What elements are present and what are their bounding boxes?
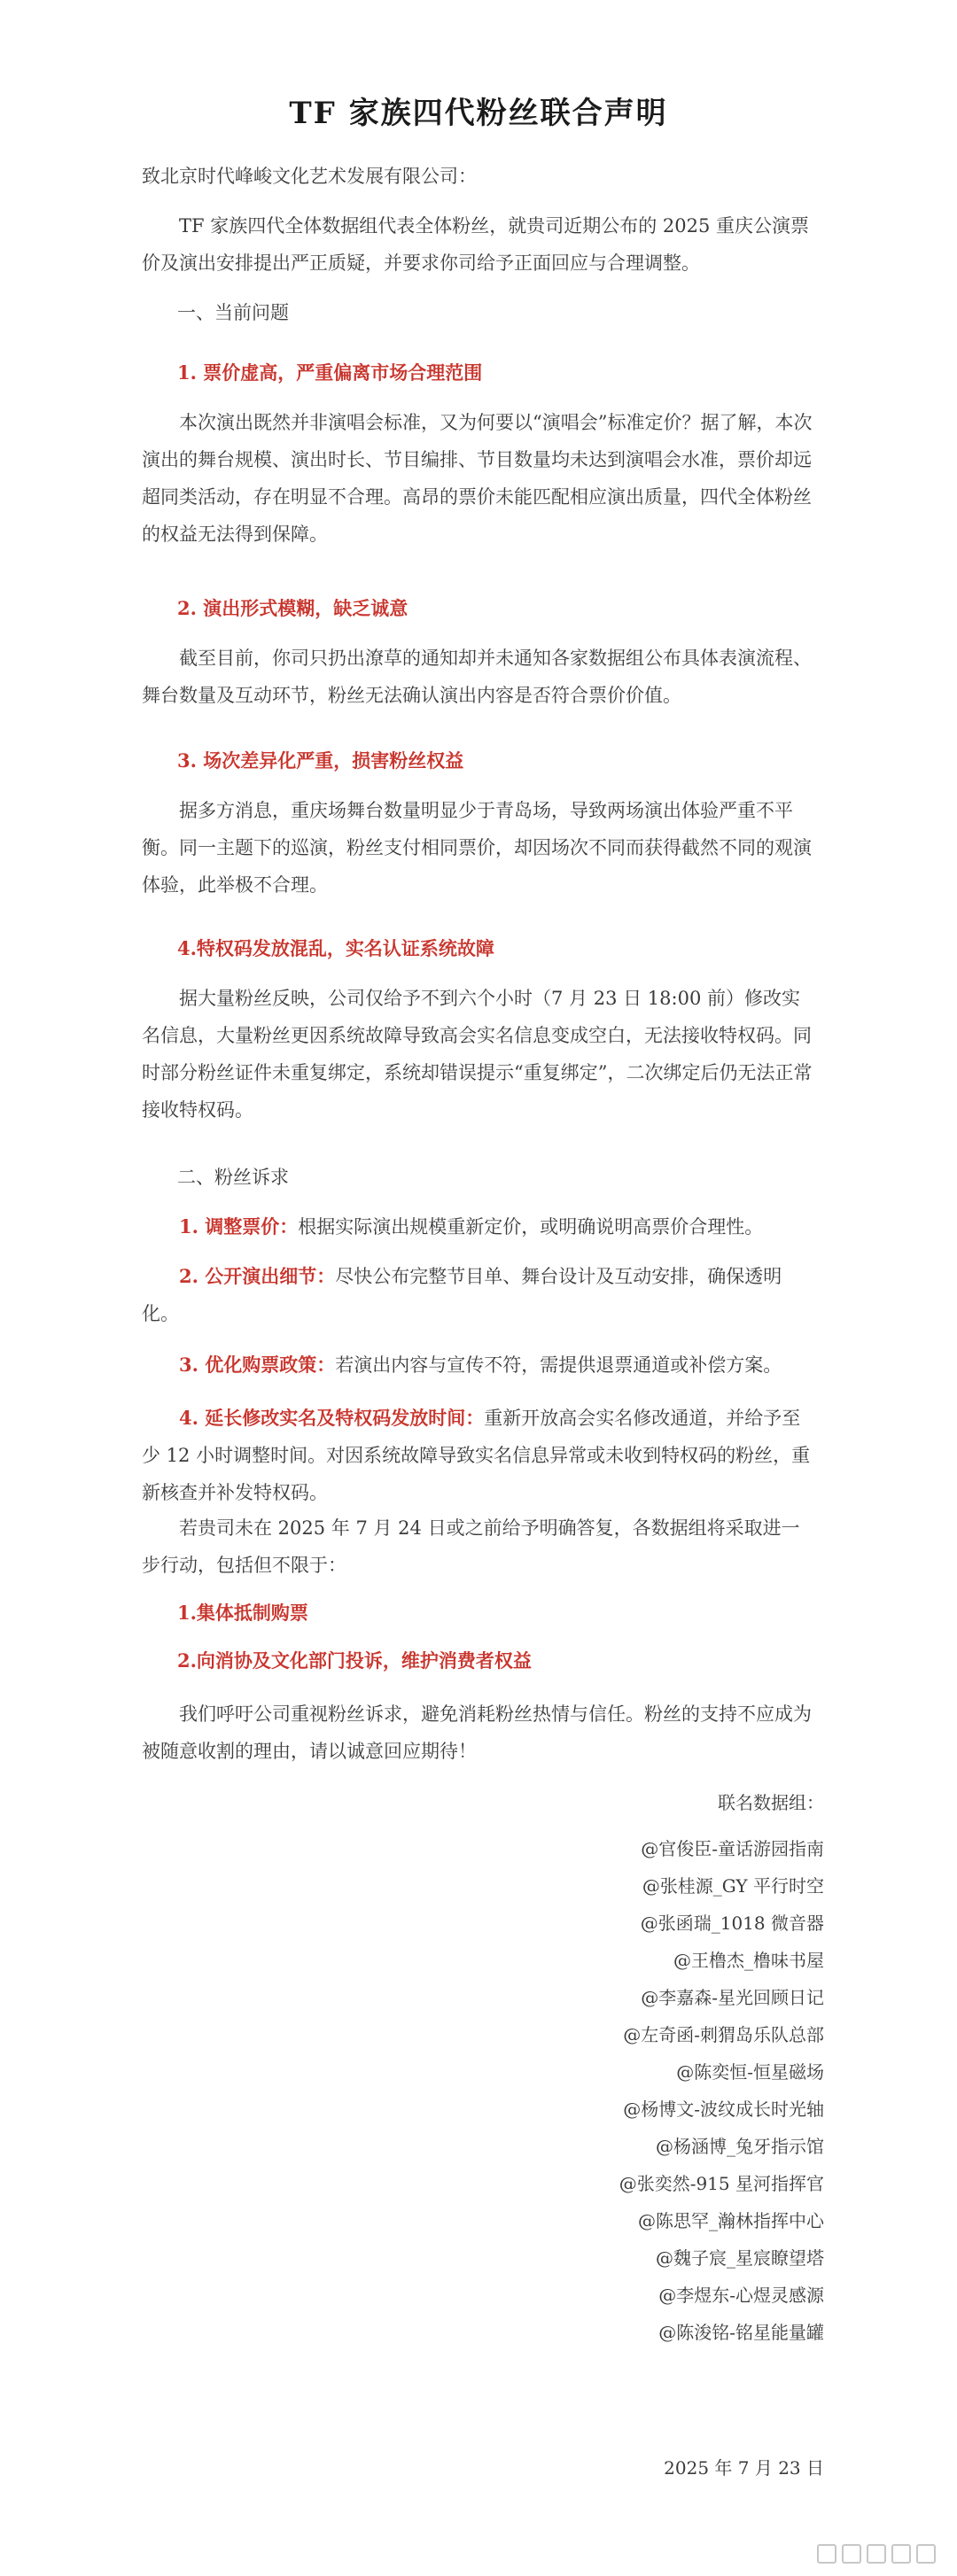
- document-title: TF 家族四代粉丝联合声明: [289, 96, 668, 131]
- signatory: @左奇函-刺猬岛乐队总部: [623, 2024, 824, 2045]
- signatory: @陈浚铭-铭星能量罐: [658, 2322, 824, 2343]
- issue-heading-2: 2. 演出形式模糊，缺乏诚意: [177, 597, 408, 619]
- demand-text: 根据实际演出规模重新定价，或明确说明高票价合理性。: [298, 1216, 764, 1238]
- issue-heading-1: 1. 票价虚高，严重偏离市场合理范围: [177, 361, 483, 384]
- demand-text: 尽快公布完整节目单、舞台设计及互动安排，确保透明化。: [142, 1266, 782, 1324]
- signatories-label: 联名数据组：: [718, 1792, 824, 1813]
- demand-item-3: [142, 1346, 815, 1384]
- action-item-1: 1.集体抵制购票: [177, 1602, 308, 1624]
- signatory: @张奕然-915 星河指挥官: [619, 2173, 824, 2194]
- section-heading-issues: 一、当前问题: [177, 302, 289, 323]
- signatory: @陈思罕_瀚林指挥中心: [638, 2210, 824, 2231]
- issue-heading-4: 4.特权码发放混乱，实名认证系统故障: [177, 937, 494, 959]
- signatory: @张桂源_GY 平行时空: [642, 1875, 824, 1897]
- signatories-block: [619, 1784, 824, 2351]
- watermark-icon: [817, 2544, 936, 2564]
- signatory: @陈奕恒-恒星磁场: [676, 2061, 824, 2083]
- signatory: @王橹杰_橹味书屋: [673, 1950, 824, 1971]
- issue-body-4: 据大量粉丝反映，公司仅给予不到六个小时（7 月 23 日 18:00 前）修改实名信息，大量粉丝更因系统故障导致高会实名信息变成空白，无法接收特权码。同时部分粉丝证件未重复绑定，系统却错误提示“重复绑定”，二次绑定后仍无法正常接收特权码。: [142, 988, 813, 1121]
- demand-item-2: [142, 1258, 815, 1332]
- demand-text: 若演出内容与宣传不符，需提供退票通道或补偿方案。: [335, 1354, 782, 1376]
- section-heading-demands: 二、粉丝诉求: [177, 1167, 289, 1188]
- closing-paragraph: 我们呼吁公司重视粉丝诉求，避免消耗粉丝热情与信任。粉丝的支持不应成为被随意收割的理由，请以诚意回应期待！: [142, 1703, 812, 1762]
- warning-paragraph: 若贵司未在 2025 年 7 月 24 日或之前给予明确答复，各数据组将采取进一步行动，包括但不限于：: [142, 1517, 800, 1576]
- demand-label: 1. 调整票价：: [179, 1215, 299, 1238]
- issue-body-2: 截至目前，你司只扔出潦草的通知却并未通知各家数据组公布具体表演流程、舞台数量及互动环节，粉丝无法确认演出内容是否符合票价价值。: [142, 648, 812, 706]
- signatory: @杨涵博_兔牙指示馆: [656, 2136, 824, 2157]
- issue-body-3: 据多方消息，重庆场舞台数量明显少于青岛场，导致两场演出体验严重不平衡。同一主题下的巡演，粉丝支付相同票价，却因场次不同而获得截然不同的观演体验，此举极不合理。: [142, 800, 812, 896]
- signatory: @李煜东-心煜灵感源: [658, 2285, 824, 2306]
- addressee: 致北京时代峰峻文化艺术发展有限公司：: [142, 166, 477, 187]
- issue-body-1: 本次演出既然并非演唱会标准，又为何要以“演唱会”标准定价？据了解，本次演出的舞台规模、演出时长、节目编排、节目数量均未达到演唱会水准，票价却远超同类活动，存在明显不合理。高昂的票价未能匹配相应演出质量，四代全体粉丝的权益无法得到保障。: [142, 412, 813, 545]
- signatory: @李嘉森-星光回顾日记: [641, 1987, 824, 2008]
- issue-heading-3: 3. 场次差异化严重，损害粉丝权益: [177, 749, 464, 772]
- signatory: @杨博文-波纹成长时光轴: [623, 2099, 824, 2120]
- statement-date: 2025 年 7 月 23 日: [664, 2457, 824, 2479]
- action-item-2: 2.向消协及文化部门投诉，维护消费者权益: [177, 1649, 532, 1672]
- demand-item-4: [142, 1400, 815, 1511]
- demand-item-1: [142, 1208, 815, 1245]
- intro-paragraph: TF 家族四代全体数据组代表全体粉丝，就贵司近期公布的 2025 重庆公演票价及演出安排提出严正质疑，并要求你司给予正面回应与合理调整。: [142, 215, 810, 274]
- demand-label: 3. 优化购票政策：: [179, 1354, 336, 1376]
- signatory: @张函瑞_1018 微音器: [640, 1913, 824, 1934]
- demand-text: 重新开放高会实名修改通道，并给予至少 12 小时调整时间。对因系统故障导致实名信息异常或未收到特权码的粉丝，重新核查并补发特权码。: [142, 1408, 811, 1503]
- signatory: @官俊臣-童话游园指南: [641, 1838, 824, 1859]
- demand-label: 2. 公开演出细节：: [179, 1265, 336, 1287]
- signatory: @魏子宸_星宸瞭望塔: [656, 2247, 824, 2269]
- demand-label: 4. 延长修改实名及特权码发放时间：: [179, 1407, 485, 1429]
